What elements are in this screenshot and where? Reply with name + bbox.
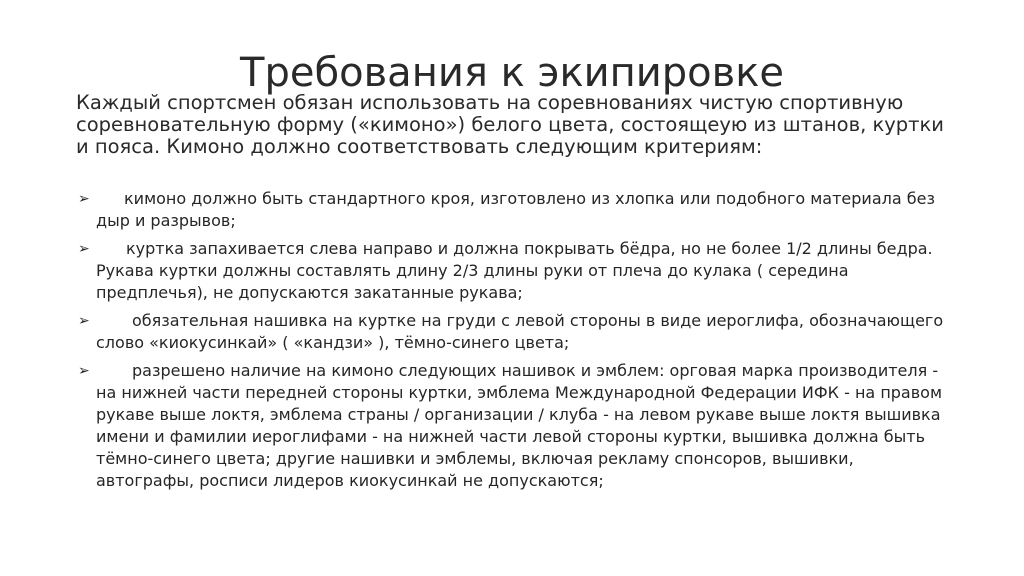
arrow-bullet-icon: ➢ [78,191,90,207]
criteria-list [76,188,956,498]
list-item-text: разрешено наличие на кимоно следующих нашивок и эмблем: орговая марка производителя - на нижней части передней стороны куртки, эмблема Международной Федерации ИФК - на правом рукаве выше локтя, эмблема страны / организации / клуба - на левом рукаве выше локтя вышивка имени и фамилии иероглифами - на нижней части левой стороны куртки, вышивка должна быть тёмно-синего цвета; другие нашивки и эмблемы, включая рекламу спонсоров, вышивки, автографы, росписи лидеров киокусинкай не допускаются; [96,361,943,490]
arrow-bullet-icon: ➢ [78,363,90,379]
list-item-text: куртка запахивается слева направо и должна покрывать бёдра, но не более 1/2 длины бедра. Рукава куртки должны составлять длину 2/3 длины руки от плеча до кулака ( середина предплечья), не допускаются закатанные рукава; [96,239,933,302]
list-item [76,238,956,304]
list-item [76,360,956,492]
slide-title: Требования к экипировке [240,49,784,96]
arrow-bullet-icon: ➢ [78,241,90,257]
intro-paragraph: Каждый спортсмен обязан использовать на соревнованиях чистую спортивную соревновательную форму («кимоно») белого цвета, состоящеую из штанов, куртки и пояса. Кимоно должно соответствовать следующим критериям: [76,91,944,158]
list-item [76,310,956,354]
list-item-text: кимоно должно быть стандартного кроя, изготовлено из хлопка или подобного материала без дыр и разрывов; [96,189,935,230]
arrow-bullet-icon: ➢ [78,313,90,329]
list-item [76,188,956,232]
list-item-text: обязательная нашивка на куртке на груди с левой стороны в виде иероглифа, обозначающего слово «киокусинкай» ( «кандзи» ), тёмно-синего цвета; [96,311,944,352]
